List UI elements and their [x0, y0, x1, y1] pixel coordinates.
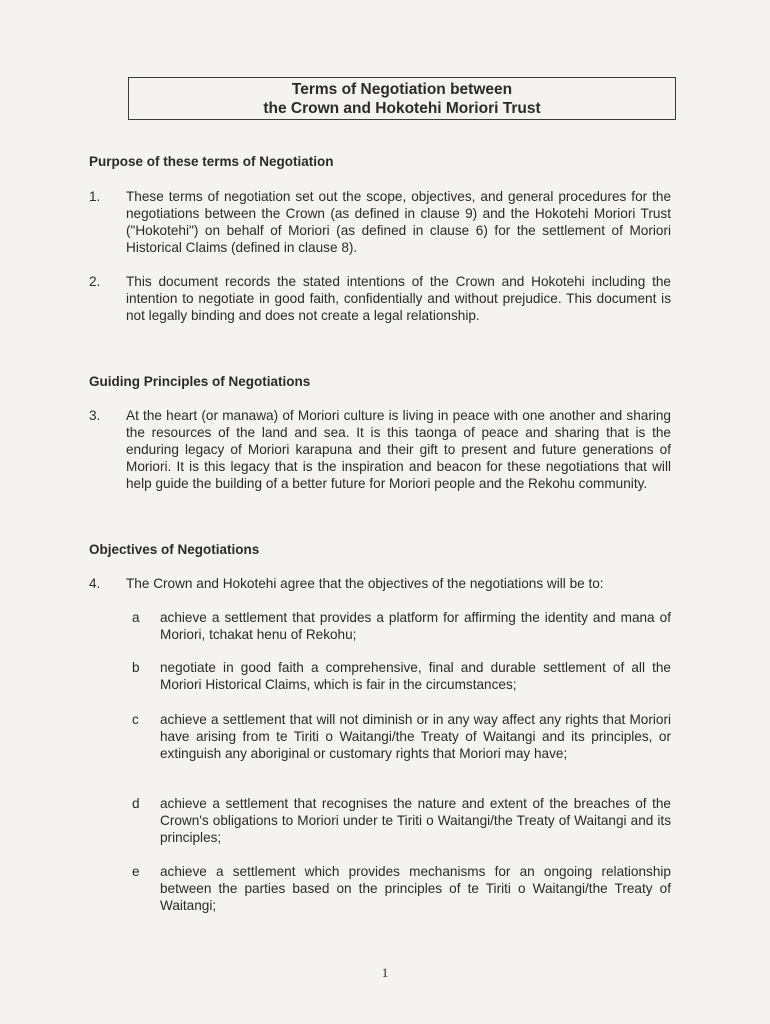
- sub-item-e-letter: e: [132, 864, 140, 879]
- title-box: [128, 77, 676, 120]
- item-4-text: The Crown and Hokotehi agree that the objectives of the negotiations will be to:: [126, 576, 604, 591]
- sub-item-c-text: achieve a settlement that will not diminish or in any way affect any rights that Moriori have arising from te Tiriti o Waitangi/the Treaty of Waitangi and its principles, or extinguish any aboriginal or customary rights that Moriori may have;: [160, 712, 671, 761]
- item-2-text: This document records the stated intentions of the Crown and Hokotehi including the intention to negotiate in good faith, confidentially and without prejudice. This document is not legally binding and does not create a legal relationship.: [126, 274, 671, 323]
- item-2-number: 2.: [89, 274, 101, 289]
- sub-item-d-text: achieve a settlement that recognises the nature and extent of the breaches of the Crown's obligations to Moriori under te Tiriti o Waitangi/the Treaty of Waitangi and its principles;: [160, 796, 671, 845]
- item-4-number: 4.: [89, 576, 101, 591]
- sub-item-b-letter: b: [132, 660, 140, 675]
- item-3-number: 3.: [89, 408, 101, 423]
- title-line-1: Terms of Negotiation between: [291, 81, 513, 98]
- sub-item-a-text: achieve a settlement that provides a platform for affirming the identity and mana of Moriori, tchakat henu of Rekohu;: [160, 610, 671, 642]
- sub-item-c-letter: c: [132, 712, 139, 727]
- guiding-heading: Guiding Principles of Negotiations: [89, 374, 311, 389]
- objectives-heading: Objectives of Negotiations: [89, 542, 260, 557]
- item-1-text: These terms of negotiation set out the scope, objectives, and general procedures for the negotiations between the Crown (as defined in clause 9) and the Hokotehi Moriori Trust ("Hokotehi") on behalf of Moriori (as defined in clause 6) for the settlement of Moriori Historical Claims (defined in clause 8).: [126, 189, 671, 255]
- purpose-heading: Purpose of these terms of Negotiation: [89, 154, 334, 169]
- sub-item-a-letter: a: [132, 610, 140, 625]
- item-3-text: At the heart (or manawa) of Moriori culture is living in peace with one another and sharing the resources of the land and sea. It is this taonga of peace and sharing that is the enduring legacy of Moriori karapuna and their gift to present and future generations of Moriori. It is this legacy that is the inspiration and beacon for these negotiations that will help guide the building of a better future for Moriori people and the Rekohu community.: [126, 408, 671, 491]
- sub-item-b-text: negotiate in good faith a comprehensive, final and durable settlement of all the Moriori Historical Claims, which is fair in the circumstances;: [160, 660, 671, 692]
- sub-item-d-letter: d: [132, 796, 140, 811]
- title-line-2: the Crown and Hokotehi Moriori Trust: [263, 100, 541, 117]
- page-number: 1: [381, 965, 389, 980]
- item-1-number: 1.: [89, 189, 101, 204]
- sub-item-e-text: achieve a settlement which provides mechanisms for an ongoing relationship between the parties based on the principles of te Tiriti o Waitangi/the Treaty of Waitangi;: [160, 864, 671, 913]
